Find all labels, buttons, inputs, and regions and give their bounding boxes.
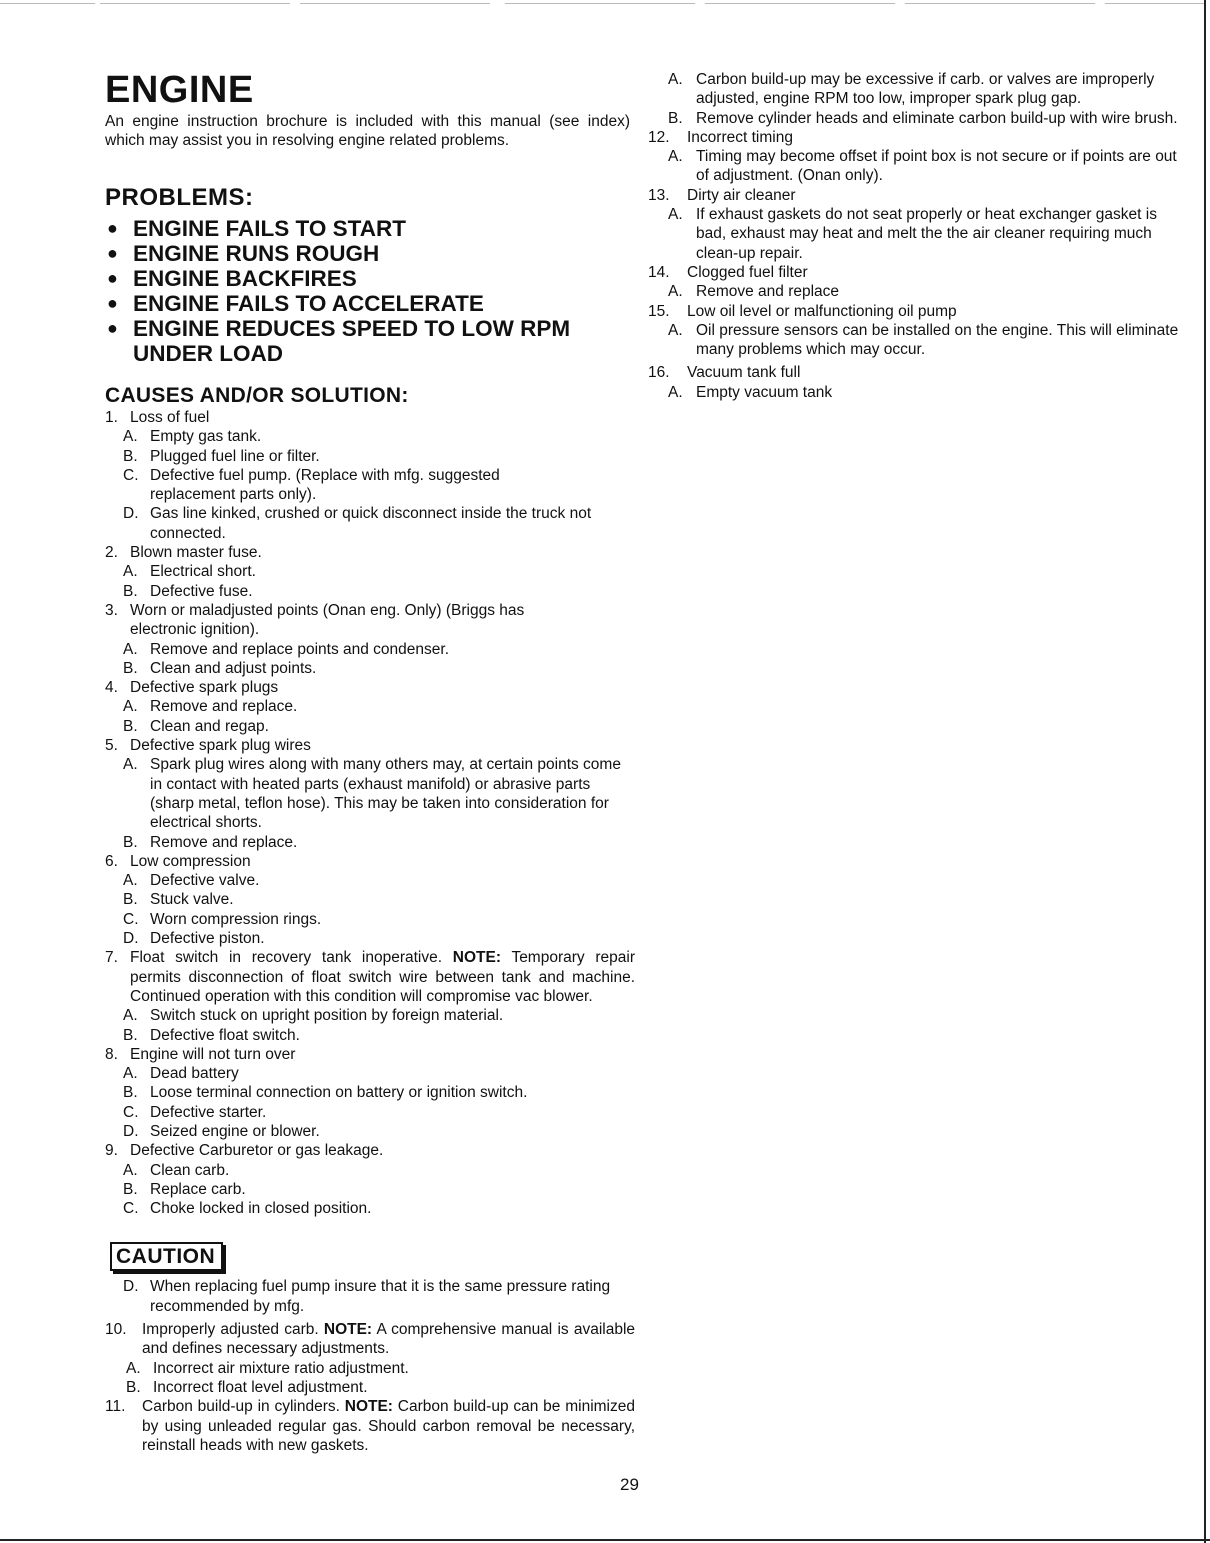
scan-rule	[100, 3, 290, 4]
bullet-icon: ●	[107, 243, 118, 263]
solution-3a: A. Remove and replace points and condenser.	[123, 640, 450, 658]
solution-4a: A. Remove and replace.	[123, 698, 298, 716]
cause-10: 10. Improperly adjusted carb. NOTE: A comprehensive manual is available and defines necessary adjustments.	[105, 1321, 636, 1358]
solution-5a: A. Spark plug wires along with many others may, at certain points come in contact with heated parts (exhaust manifold) or abrasive parts (sharp metal, teflon hose). This may be taken into consideration for electrical shorts.	[123, 756, 621, 832]
bullet-icon: ●	[107, 218, 118, 238]
solution-8b: B. Loose terminal connection on battery or ignition switch.	[123, 1084, 528, 1102]
solution-5b: B. Remove and replace.	[123, 833, 298, 851]
cause-12: 12. Incorrect timing	[648, 128, 793, 146]
left-column	[105, 70, 635, 1455]
solution-2a: A. Electrical short.	[123, 563, 256, 581]
solution-4b: B. Clean and regap.	[123, 717, 269, 735]
solution-12a: A. Timing may become offset if point box is not secure or if points are out of adjustment. (Onan only).	[668, 148, 1177, 185]
solution-8a: A. Dead battery	[123, 1065, 239, 1083]
scan-rule	[705, 3, 895, 4]
note-label: NOTE:	[323, 1321, 373, 1339]
solution-9c: C. Choke locked in closed position.	[123, 1200, 372, 1218]
page-edge	[1204, 0, 1206, 1543]
causes-heading: CAUSES AND/OR SOLUTION:	[105, 384, 409, 407]
caution-label: CAUTION	[110, 1242, 223, 1271]
cause-8: 8. Engine will not turn over	[105, 1045, 296, 1063]
problem-item: ● ENGINE REDUCES SPEED TO LOW RPM UNDER LOAD	[107, 316, 571, 366]
problems-heading: PROBLEMS:	[105, 184, 254, 211]
solution-6a: A. Defective valve.	[123, 872, 260, 890]
solution-10a: A. Incorrect air mixture ratio adjustment.	[126, 1359, 409, 1377]
cause-2: 2. Blown master fuse.	[105, 544, 262, 562]
cause-1: 1. Loss of fuel	[105, 409, 210, 426]
page-number: 29	[620, 1475, 639, 1494]
solution-6b: B. Stuck valve.	[123, 891, 234, 909]
solution-1c: C. Defective fuel pump. (Replace with mfg. suggested replacement parts only).	[123, 466, 500, 504]
solution-2b: B. Defective fuse.	[123, 582, 253, 600]
problem-item: ● ENGINE FAILS TO START	[107, 216, 406, 241]
page-title: ENGINE	[105, 69, 254, 111]
problem-item: ● ENGINE RUNS ROUGH	[107, 241, 380, 266]
bullet-icon: ●	[107, 268, 118, 288]
scan-rule	[905, 3, 1095, 4]
scan-rule	[505, 3, 695, 4]
cause-3: 3. Worn or maladjusted points (Onan eng. Only) (Briggs has electronic ignition).	[105, 601, 525, 639]
solution-9d: D. When replacing fuel pump insure that it is the same pressure rating recommended by mfg.	[123, 1278, 611, 1315]
scan-rule	[1105, 3, 1205, 4]
solution-10b: B. Incorrect float level adjustment.	[126, 1378, 368, 1396]
solution-16a: A. Empty vacuum tank	[668, 383, 833, 401]
solution-9a: A. Clean carb.	[123, 1161, 230, 1179]
solution-1a: A. Empty gas tank.	[123, 428, 262, 446]
cause-6: 6. Low compression	[105, 852, 251, 870]
note-label: NOTE:	[344, 1398, 393, 1416]
cause-14: 14. Clogged fuel filter	[648, 263, 808, 281]
intro-paragraph: An engine instruction brochure is included with this manual (see index) which may assist you in resolving engine related problems.	[105, 113, 630, 149]
solution-14a: A. Remove and replace	[668, 283, 840, 301]
scan-rule	[300, 3, 490, 4]
solution-1d: D. Gas line kinked, crushed or quick disconnect inside the truck not connected.	[123, 505, 592, 542]
bullet-icon: ●	[107, 293, 118, 313]
cause-9: 9. Defective Carburetor or gas leakage.	[105, 1142, 384, 1160]
note-label: NOTE:	[452, 949, 501, 967]
solution-6c: C. Worn compression rings.	[123, 910, 322, 928]
solution-15a: A. Oil pressure sensors can be installed on the engine. This will eliminate many problems which may occur.	[668, 321, 1179, 359]
solution-6d: D. Defective piston.	[123, 930, 265, 948]
page-edge	[0, 1539, 1210, 1541]
cause-15: 15. Low oil level or malfunctioning oil pump	[648, 302, 957, 320]
cause-11: 11. Carbon build-up in cylinders. NOTE: Carbon build-up can be minimized by using unleaded regular gas. Should carbon removal be necessary, reinstall heads with new gaskets.	[105, 1398, 635, 1454]
bullet-icon: ●	[107, 318, 118, 338]
scan-rule	[0, 3, 95, 4]
solution-7b: B. Defective float switch.	[123, 1026, 300, 1044]
solution-1b: B. Plugged fuel line or filter.	[123, 447, 320, 465]
cause-4: 4. Defective spark plugs	[105, 679, 279, 697]
solution-13a: A. If exhaust gaskets do not seat properly or heat exchanger gasket is bad, exhaust may heat and melt the the air cleaner requiring much clean-up repair.	[668, 206, 1157, 262]
solution-11a: A. Carbon build-up may be excessive if carb. or valves are improperly adjusted, engine RPM too low, improper spark plug gap.	[668, 71, 1155, 108]
cause-16: 16. Vacuum tank full	[648, 364, 801, 382]
cause-5: 5. Defective spark plug wires	[105, 737, 311, 755]
right-column	[648, 70, 1188, 402]
solution-8c: C. Defective starter.	[123, 1103, 267, 1121]
solution-7a: A. Switch stuck on upright position by foreign material.	[123, 1007, 504, 1025]
solution-11b: B. Remove cylinder heads and eliminate carbon build-up with wire brush.	[668, 109, 1178, 127]
problem-item: ● ENGINE FAILS TO ACCELERATE	[107, 291, 484, 316]
cause-7: 7. Float switch in recovery tank inoperative. NOTE: Temporary repair permits disconnection of float switch wire between tank and machine. Continued operation with this condition will compromise vac blower.	[105, 949, 636, 1005]
solution-3b: B. Clean and adjust points.	[123, 659, 317, 677]
solution-9b: B. Replace carb.	[123, 1180, 246, 1198]
cause-13: 13. Dirty air cleaner	[648, 186, 796, 204]
problem-item: ● ENGINE BACKFIRES	[107, 266, 357, 291]
problems-list	[105, 216, 635, 366]
solution-8d: D. Seized engine or blower.	[123, 1122, 320, 1140]
